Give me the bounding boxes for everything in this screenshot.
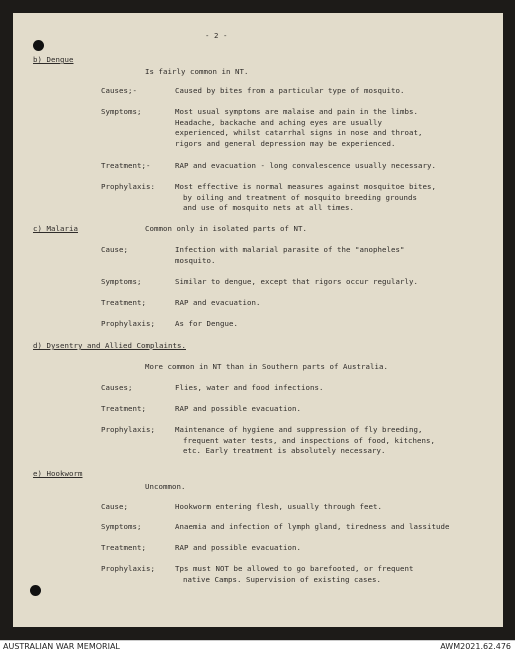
row-label: Treatment; bbox=[101, 404, 146, 413]
section-intro: Is fairly common in NT. bbox=[145, 67, 249, 76]
row-label: Symptoms; bbox=[101, 522, 142, 531]
footer-bar bbox=[0, 640, 515, 654]
section-heading: d) Dysentry and Allied Complaints. bbox=[33, 341, 186, 350]
row-label: Prophylaxis: bbox=[101, 182, 155, 191]
row-label: Prophylaxis; bbox=[101, 564, 155, 573]
row-text-line: Hookworm entering flesh, usually through feet. bbox=[175, 502, 382, 511]
row-label: Prophylaxis; bbox=[101, 319, 155, 328]
row-text-line: Similar to dengue, except that rigors occur regularly. bbox=[175, 277, 418, 286]
section-heading: e) Hookworm bbox=[33, 469, 83, 478]
row-text-line: RAP and possible evacuation. bbox=[175, 543, 301, 552]
row-label: Treatment; bbox=[101, 298, 146, 307]
footer-accession: AWM2021.62.476 bbox=[440, 642, 511, 651]
punch-hole-bottom bbox=[30, 585, 41, 596]
document-page bbox=[13, 13, 503, 627]
row-text-line: rigors and general depression may be experienced. bbox=[175, 138, 396, 148]
row-text-line: by oiling and treatment of mosquito breeding grounds bbox=[183, 192, 417, 202]
row-text-line: Most usual symptoms are malaise and pain in the limbs. bbox=[175, 107, 418, 116]
row-text-line: experienced, whilst catarrhal signs in nose and throat, bbox=[175, 128, 423, 137]
row-text-line: mosquito. bbox=[175, 255, 216, 265]
row-label: Symptoms; bbox=[101, 277, 142, 286]
section-intro: Common only in isolated parts of NT. bbox=[145, 224, 307, 233]
row-text-line: Tps must NOT be allowed to go barefooted, or frequent bbox=[175, 564, 414, 573]
footer-credit: AUSTRALIAN WAR MEMORIAL bbox=[3, 642, 120, 651]
row-text-line: RAP and evacuation - long convalescence usually necessary. bbox=[175, 161, 436, 170]
row-text-line: As for Dengue. bbox=[175, 319, 238, 328]
row-text-line: frequent water tests, and inspections of food, kitchens, bbox=[183, 435, 435, 445]
row-label: Treatment; bbox=[101, 543, 146, 552]
row-text-line: RAP and evacuation. bbox=[175, 298, 261, 307]
section-heading: b) Dengue bbox=[33, 55, 74, 64]
row-text-line: Anaemia and infection of lymph gland, tiredness and lassitude bbox=[175, 522, 450, 531]
row-label: Causes;- bbox=[101, 86, 137, 95]
row-text-line: native Camps. Supervision of existing cases. bbox=[183, 574, 381, 584]
row-text-line: Most effective is normal measures against mosquitoe bites, bbox=[175, 182, 436, 191]
row-text-line: Flies, water and food infections. bbox=[175, 383, 324, 392]
section-intro: Uncommon. bbox=[145, 482, 186, 491]
row-text-line: Caused by bites from a particular type of mosquito. bbox=[175, 86, 405, 95]
row-label: Treatment;- bbox=[101, 161, 151, 170]
row-text-line: etc. Early treatment is absolutely necessary. bbox=[183, 446, 386, 455]
row-text-line: Headache, backache and aching eyes are usually bbox=[175, 117, 382, 127]
section-intro: More common in NT than in Southern parts of Australia. bbox=[145, 362, 388, 371]
row-text-line: Maintenance of hygiene and suppression of fly breeding, bbox=[175, 425, 423, 434]
row-text-line: and use of mosquito nets at all times. bbox=[183, 203, 354, 212]
row-text-line: RAP and possible evacuation. bbox=[175, 404, 301, 413]
row-label: Causes; bbox=[101, 383, 133, 392]
row-label: Prophylaxis; bbox=[101, 425, 155, 434]
section-heading: c) Malaria bbox=[33, 224, 78, 233]
row-text-line: Infection with malarial parasite of the "anopheles" bbox=[175, 245, 405, 254]
row-label: Symptoms; bbox=[101, 107, 142, 116]
row-label: Cause; bbox=[101, 502, 128, 511]
row-label: Cause; bbox=[101, 245, 128, 254]
page-number: - 2 - bbox=[205, 31, 228, 40]
punch-hole-top bbox=[33, 40, 44, 51]
